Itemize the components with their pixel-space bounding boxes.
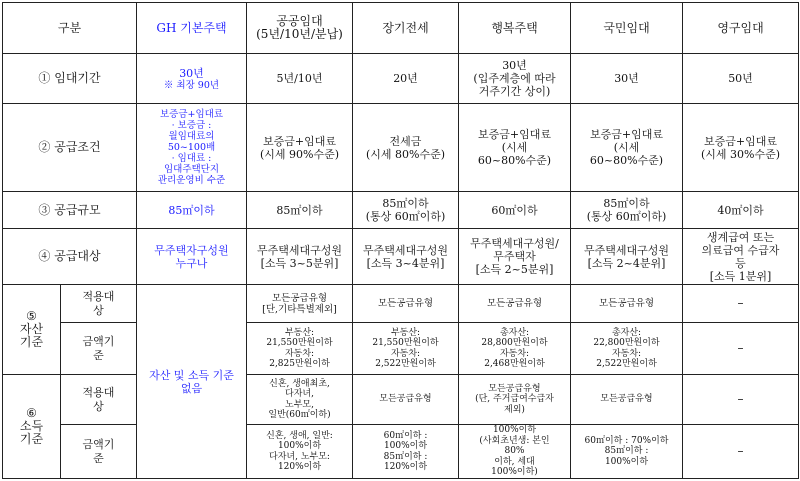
gh-period-main: 30년 <box>179 66 204 80</box>
label-asset: ⑤ 자산 기준 <box>3 285 61 375</box>
national-scale: 85㎡이하 (통상 60㎡이하) <box>571 192 683 229</box>
row-period <box>3 54 799 104</box>
header-long-term: 장기전세 <box>353 3 459 54</box>
happy-target: 무주택세대구성원/ 무주택자 [소득 2~5분위] <box>459 229 571 285</box>
national-income-target: 모든공급유형 <box>571 375 683 425</box>
header-happy: 행복주택 <box>459 3 571 54</box>
row-income-target <box>3 375 799 425</box>
gh-scale: 85㎡이하 <box>137 192 247 229</box>
public-rental-conditions: 보증금+임대료 (시세 90%수준) <box>247 104 353 192</box>
permanent-period: 50년 <box>683 54 799 104</box>
public-rental-income-amount: 신혼, 생애, 일반: 100%이하 다자녀, 노부모: 120%이하 <box>247 425 353 479</box>
long-term-asset-target: 모든공급유형 <box>353 285 459 323</box>
happy-scale: 60㎡이하 <box>459 192 571 229</box>
header-category: 구분 <box>3 3 137 54</box>
happy-period: 30년 (입주계층에 따라 거주기간 상이) <box>459 54 571 104</box>
national-period: 30년 <box>571 54 683 104</box>
header-row <box>3 3 799 54</box>
happy-income-target: 모든공급유형 (단, 주거급여수급자 제외) <box>459 375 571 425</box>
row-scale <box>3 192 799 229</box>
gh-period <box>137 54 247 104</box>
public-rental-target: 무주택세대구성원 [소득 3~5분위] <box>247 229 353 285</box>
gh-conditions: 보증금+임대료 · 보증금 : 월임대료의 50~100배 · 임대료 : 임대주택단지 관리운영비 수준 <box>137 104 247 192</box>
public-rental-asset-amount: 부동산: 21,550만원이하 자동차: 2,825만원이하 <box>247 323 353 375</box>
public-rental-income-target: 신혼, 생애최초, 다자녀, 노부모, 일반(60㎡이하) <box>247 375 353 425</box>
long-term-conditions: 전세금 (시세 80%수준) <box>353 104 459 192</box>
label-asset-amount: 금액기 준 <box>61 323 137 375</box>
long-term-period: 20년 <box>353 54 459 104</box>
long-term-income-target: 모든공급유형 <box>353 375 459 425</box>
row-conditions <box>3 104 799 192</box>
happy-conditions: 보증금+임대료 (시세 60~80%수준) <box>459 104 571 192</box>
national-conditions: 보증금+임대료 (시세 60~80%수준) <box>571 104 683 192</box>
label-scale: ③ 공급규모 <box>3 192 137 229</box>
public-rental-scale: 85㎡이하 <box>247 192 353 229</box>
row-asset-amount <box>3 323 799 375</box>
public-rental-asset-target: 모든공급유형 [단,기타특별제외] <box>247 285 353 323</box>
permanent-scale: 40㎡이하 <box>683 192 799 229</box>
label-income: ⑥ 소득 기준 <box>3 375 61 479</box>
header-permanent: 영구임대 <box>683 3 799 54</box>
national-asset-target: 모든공급유형 <box>571 285 683 323</box>
label-target: ④ 공급대상 <box>3 229 137 285</box>
long-term-scale: 85㎡이하 (통상 60㎡이하) <box>353 192 459 229</box>
happy-asset-amount: 총자산: 28,800만원이하 자동차: 2,468만원이하 <box>459 323 571 375</box>
row-income-amount <box>3 425 799 479</box>
label-period: ① 임대기간 <box>3 54 137 104</box>
permanent-conditions: 보증금+임대료 (시세 30%수준) <box>683 104 799 192</box>
rental-housing-comparison-table <box>2 2 799 479</box>
label-asset-target: 적용대 상 <box>61 285 137 323</box>
header-gh: GH 기본주택 <box>137 3 247 54</box>
national-target: 무주택세대구성원 [소득 2~4분위] <box>571 229 683 285</box>
permanent-income-target: – <box>683 375 799 425</box>
permanent-target: 생계급여 또는 의료급여 수급자 등 [소득 1분위] <box>683 229 799 285</box>
gh-period-note: ※ 최장 90년 <box>163 79 220 91</box>
gh-asset-income: 자산 및 소득 기준 없음 <box>137 285 247 479</box>
long-term-target: 무주택세대구성원 [소득 3~4분위] <box>353 229 459 285</box>
public-rental-period: 5년/10년 <box>247 54 353 104</box>
happy-income-amount: 100%이하 (사회초년생: 본인 80% 이하, 세대 100%이하) <box>459 425 571 479</box>
header-national: 국민임대 <box>571 3 683 54</box>
gh-target: 무주택자구성원 누구나 <box>137 229 247 285</box>
national-asset-amount: 총자산: 22,800만원이하 자동차: 2,522만원이하 <box>571 323 683 375</box>
label-income-target: 적용대 상 <box>61 375 137 425</box>
happy-asset-target: 모든공급유형 <box>459 285 571 323</box>
permanent-asset-target: – <box>683 285 799 323</box>
label-conditions: ② 공급조건 <box>3 104 137 192</box>
row-target <box>3 229 799 285</box>
long-term-asset-amount: 부동산: 21,550만원이하 자동차: 2,522만원이하 <box>353 323 459 375</box>
permanent-asset-amount: – <box>683 323 799 375</box>
header-public-rental: 공공임대 (5년/10년/분납) <box>247 3 353 54</box>
long-term-income-amount: 60㎡이하 : 100%이하 85㎡이하 : 120%이하 <box>353 425 459 479</box>
label-income-amount: 금액기 준 <box>61 425 137 479</box>
permanent-income-amount: – <box>683 425 799 479</box>
national-income-amount: 60㎡이하 : 70%이하 85㎡이하 : 100%이하 <box>571 425 683 479</box>
row-asset-target <box>3 285 799 323</box>
